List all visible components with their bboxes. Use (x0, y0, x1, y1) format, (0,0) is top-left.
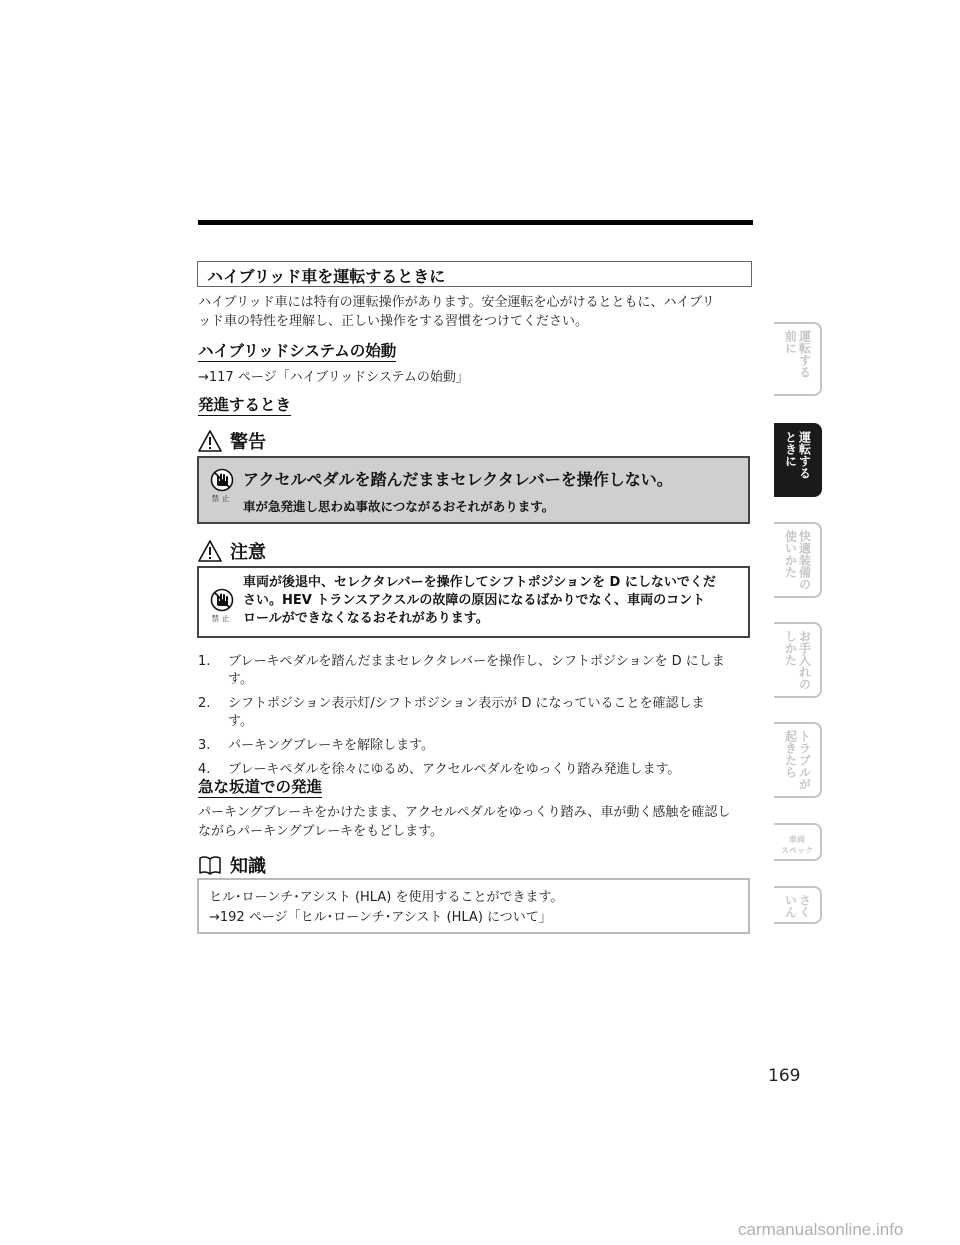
depart-heading: 発進するとき (198, 396, 292, 414)
list-item: 2. シフトポジション表示灯/シフトポジション表示が D になっていることを確認しま す。 (198, 696, 705, 729)
warning-heading (198, 428, 266, 454)
start-reference: →117 ページ「ハイブリッドシステムの始動」 (198, 370, 469, 385)
page-number: 169 (768, 1066, 801, 1086)
list-item: 3. パーキングブレーキを解除します。 (198, 738, 435, 753)
caution-box (197, 566, 750, 638)
book-icon (198, 853, 222, 877)
tab-before-driving[interactable]: 運転する 前に (774, 322, 822, 396)
steps-list (198, 653, 758, 785)
knowledge-label: 知識 (230, 856, 266, 877)
warning-triangle-icon (198, 429, 222, 453)
slope-text: パーキングブレーキをかけたまま、アクセルペダルをゆっくり踏み、車が動く感触を確認し ながらパーキングブレーキをもどします。 (198, 805, 731, 839)
prohibition-hand-icon (210, 468, 234, 492)
warning-text: 車が急発進し思わぬ事故につながるおそれがあります。 (243, 499, 555, 514)
tab-maintenance[interactable]: お手入れの しかた (774, 622, 822, 698)
top-rule (198, 220, 753, 225)
caution-heading (198, 538, 266, 564)
section-title: ハイブリッド車を運転するときに (207, 267, 446, 286)
tab-while-driving[interactable]: 運転する ときに (774, 423, 822, 497)
warning-box (197, 456, 750, 524)
prohibition-label: 禁止 (211, 614, 233, 623)
list-item: 4. ブレーキペダルを徐々にゆるめ、アクセルペダルをゆっくり踏み発進します。 (198, 762, 681, 777)
list-item: 1. ブレーキペダルを踏んだままセレクタレバーを操作し、シフトポジションを D にしま す。 (198, 654, 725, 687)
warning-title: アクセルペダルを踏んだままセレクタレバーを操作しない。 (243, 470, 673, 489)
knowledge-line-2: →192 ページ「ヒル･ローンチ･アシスト (HLA) について」 (209, 910, 552, 925)
knowledge-box (197, 878, 750, 934)
caution-triangle-icon (198, 539, 222, 563)
knowledge-heading (198, 852, 266, 878)
caution-text: 車両が後退中、セレクタレバーを操作してシフトポジションを D にしないでくだ さい。HEV トランスアクスルの故障の原因になるばかりでなく、車両のコント ロールができなくなるおそれがあります。 (243, 575, 716, 626)
prohibition-hand-icon (210, 588, 234, 612)
caution-label: 注意 (230, 542, 266, 563)
prohibition-label: 禁止 (211, 494, 233, 503)
start-heading: ハイブリッドシステムの始動 (198, 342, 397, 360)
tab-comfort-features[interactable]: 快適装備の 使いかた (774, 522, 822, 598)
tab-troubleshooting[interactable]: トラブルが 起きたら (774, 722, 822, 798)
prohibition-mark (208, 588, 236, 624)
knowledge-line-1: ヒル･ローンチ･アシスト (HLA) を使用することができます。 (209, 890, 564, 905)
tab-vehicle-specs[interactable]: 車両 スペック (774, 823, 822, 861)
tab-index[interactable]: さく いん (774, 886, 822, 924)
intro-text: ハイブリッド車には特有の運転操作があります。安全運転を心がけるとともに、ハイブリ ッド車の特性を理解し、正しい操作をする習慣をつけてください。 (198, 295, 715, 329)
slope-heading: 急な坂道での発進 (198, 778, 323, 796)
section-title-box (197, 261, 752, 287)
warning-label: 警告 (230, 432, 266, 453)
watermark: carmanualsonline.info (738, 1220, 904, 1239)
prohibition-mark (208, 468, 236, 504)
